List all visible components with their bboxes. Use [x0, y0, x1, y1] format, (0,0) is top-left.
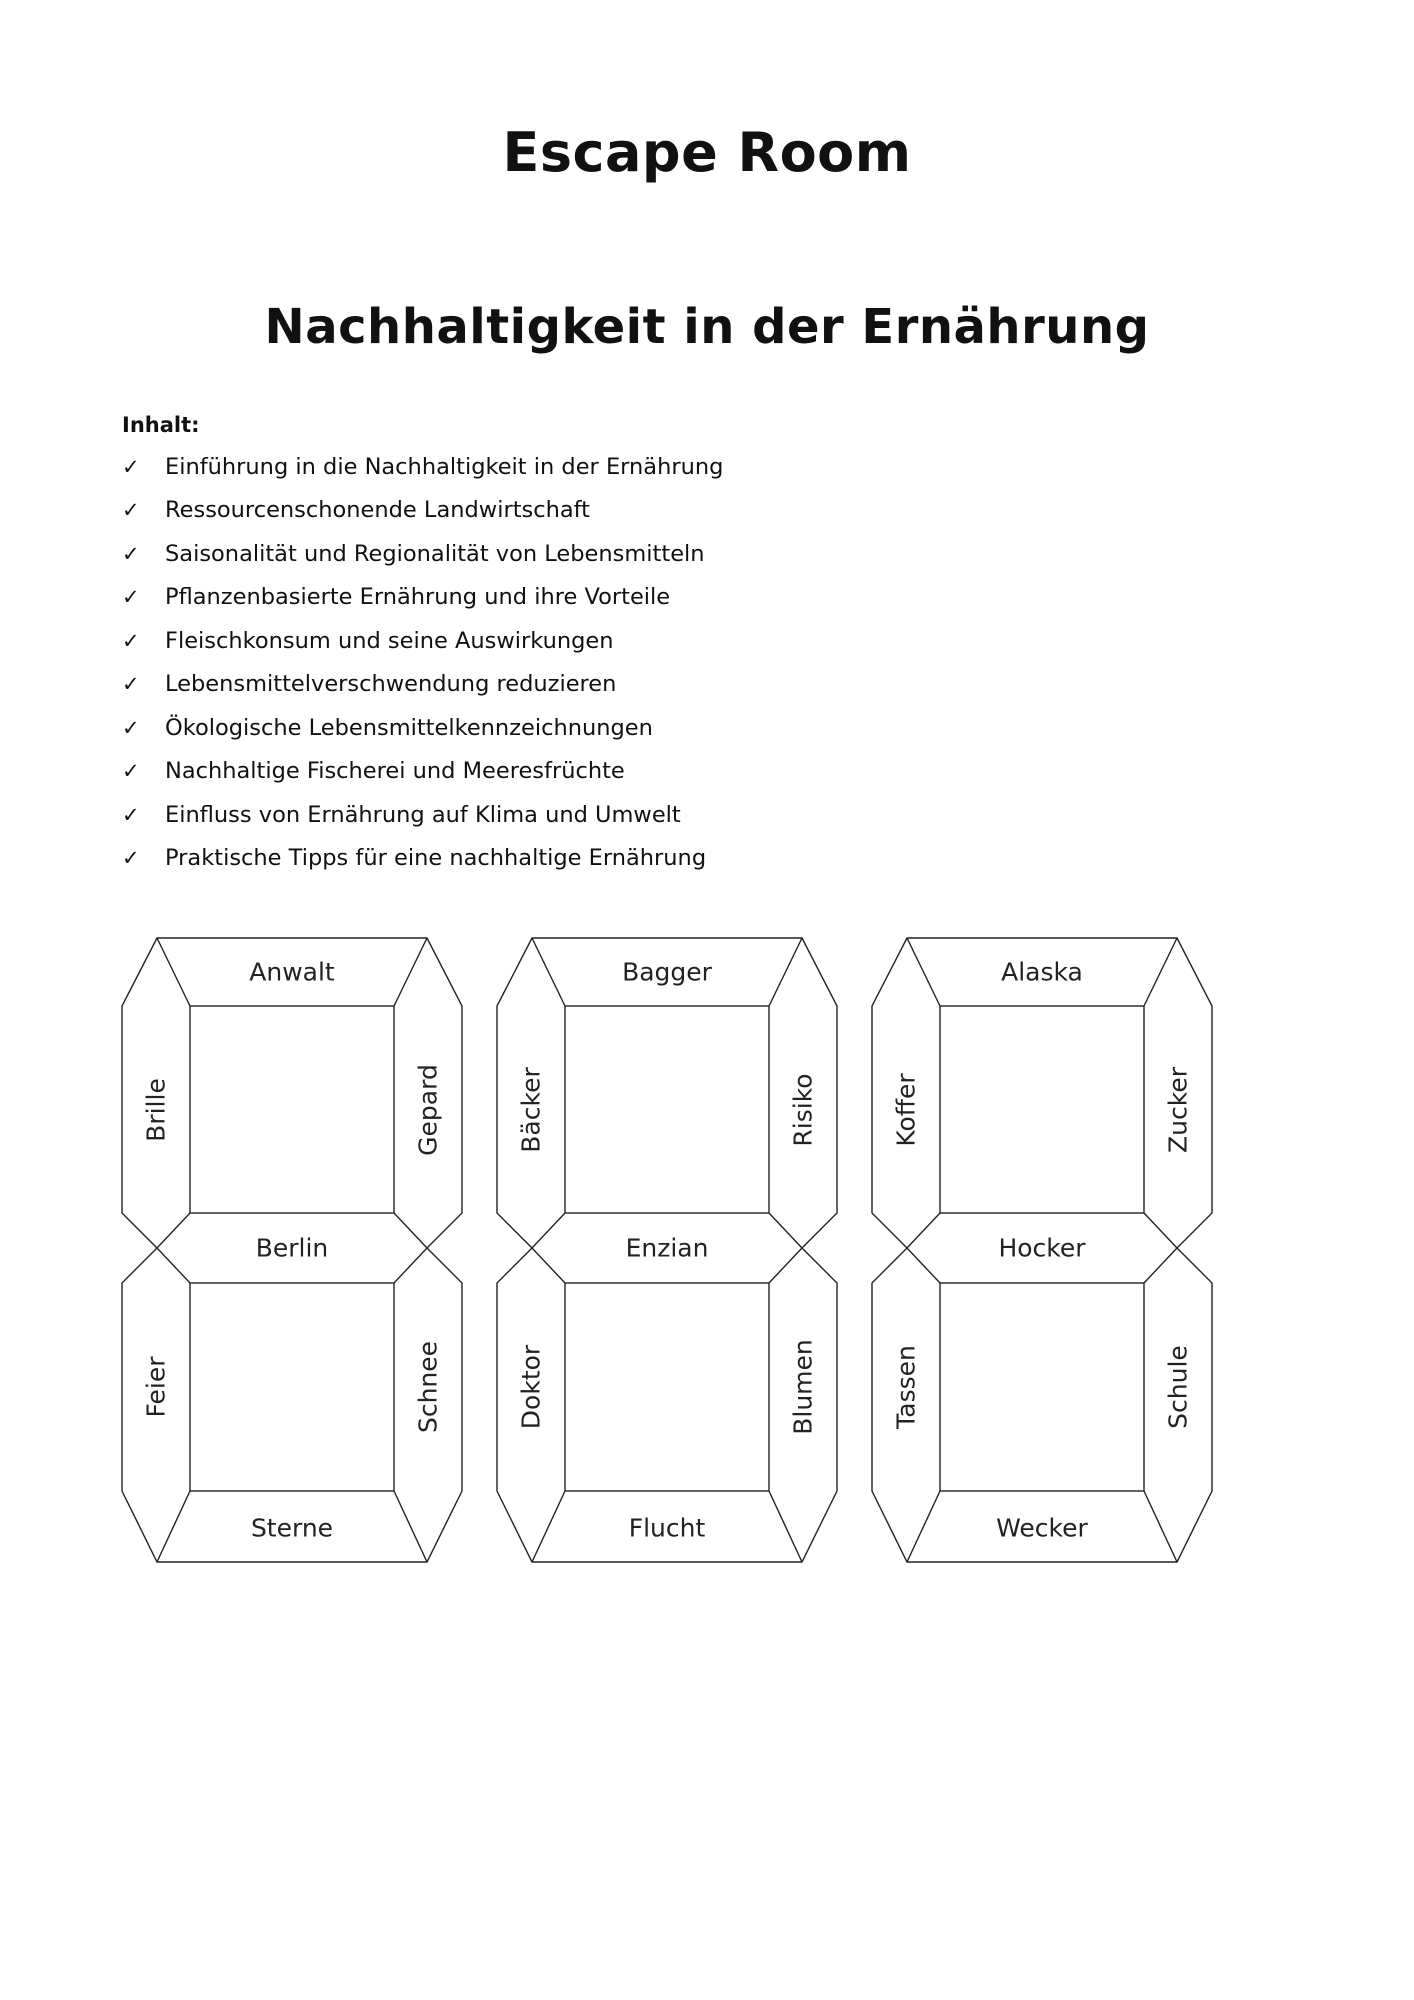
segment-label-upper-right: Zucker [1163, 1067, 1193, 1153]
segment-divider [532, 1491, 565, 1562]
lower-square [940, 1283, 1144, 1491]
contents-heading: Inhalt: [122, 413, 200, 437]
segment-label-lower-left: Tassen [891, 1345, 921, 1429]
segment-label-middle: Berlin [255, 1233, 329, 1263]
segment-label-upper-left: Koffer [891, 1073, 921, 1147]
segment-label-top: Alaska [1001, 957, 1083, 987]
checkmark-icon: ✓ [122, 454, 140, 479]
segment-divider [532, 938, 565, 1006]
contents-item-text: Saisonalität und Regionalität von Lebensmitteln [165, 540, 705, 567]
contents-item-text: Fleischkonsum und seine Auswirkungen [165, 627, 614, 654]
contents-item-text: Pflanzenbasierte Ernährung und ihre Vorteile [165, 584, 671, 611]
checkmark-icon: ✓ [122, 585, 140, 610]
segment-label-middle: Hocker [998, 1233, 1086, 1263]
segment-divider [394, 1248, 427, 1283]
segment-divider [394, 1213, 427, 1248]
segment-divider [532, 1213, 565, 1248]
document-title: Escape Room [502, 121, 912, 184]
segment-divider [532, 1248, 565, 1283]
segment-divider [1144, 1491, 1177, 1562]
segment-label-lower-left: Feier [141, 1356, 171, 1418]
segment-label-bottom: Wecker [996, 1513, 1088, 1543]
digit-puzzle [497, 938, 837, 1562]
segment-label-upper-right: Gepard [413, 1064, 443, 1156]
segment-label-lower-right: Blumen [788, 1339, 818, 1435]
segment-divider [157, 1491, 190, 1562]
segment-divider [769, 1491, 802, 1562]
segment-label-top: Anwalt [249, 957, 335, 987]
segment-label-lower-left: Doktor [516, 1344, 546, 1430]
segment-label-middle: Enzian [625, 1233, 709, 1263]
contents-item-text: Lebensmittelverschwendung reduzieren [165, 671, 617, 698]
segment-divider [769, 938, 802, 1006]
contents-item-text: Praktische Tipps für eine nachhaltige Ernährung [165, 845, 707, 872]
lower-square [190, 1283, 394, 1491]
segment-divider [769, 1248, 802, 1283]
segment-label-lower-right: Schule [1163, 1345, 1193, 1429]
document-subtitle: Nachhaltigkeit in der Ernährung [264, 299, 1150, 355]
digit-puzzle [872, 938, 1212, 1562]
segment-label-upper-left: Brille [141, 1078, 171, 1142]
segment-divider [394, 938, 427, 1006]
checkmark-icon: ✓ [122, 628, 140, 653]
segment-divider [1144, 1213, 1177, 1248]
contents-item-text: Ressourcenschonende Landwirtschaft [165, 497, 591, 524]
segment-divider [157, 938, 190, 1006]
upper-square [565, 1006, 769, 1213]
segment-label-lower-right: Schnee [413, 1340, 443, 1434]
lower-square [565, 1283, 769, 1491]
upper-square [940, 1006, 1144, 1213]
digit-puzzle [122, 938, 462, 1562]
segment-divider [769, 1213, 802, 1248]
segment-divider [394, 1491, 427, 1562]
checkmark-icon: ✓ [122, 846, 140, 871]
checkmark-icon: ✓ [122, 498, 140, 523]
checkmark-icon: ✓ [122, 672, 140, 697]
segment-label-upper-left: Bäcker [516, 1067, 546, 1153]
segment-label-bottom: Sterne [250, 1513, 334, 1543]
upper-square [190, 1006, 394, 1213]
segment-divider [157, 1248, 190, 1283]
segment-divider [907, 1491, 940, 1562]
segment-divider [907, 938, 940, 1006]
segment-divider [907, 1213, 940, 1248]
checkmark-icon: ✓ [122, 541, 140, 566]
segment-label-bottom: Flucht [628, 1513, 706, 1543]
segment-divider [907, 1248, 940, 1283]
checkmark-icon: ✓ [122, 802, 140, 827]
segment-divider [1144, 938, 1177, 1006]
segment-divider [1144, 1248, 1177, 1283]
contents-item-text: Ökologische Lebensmittelkennzeichnungen [165, 714, 653, 741]
contents-item-text: Einführung in die Nachhaltigkeit in der Ernährung [165, 453, 724, 480]
contents-item-text: Einfluss von Ernährung auf Klima und Umwelt [165, 801, 681, 828]
segment-divider [157, 1213, 190, 1248]
segment-label-upper-right: Risiko [788, 1073, 818, 1147]
segment-label-top: Bagger [622, 957, 712, 987]
checkmark-icon: ✓ [122, 715, 140, 740]
checkmark-icon: ✓ [122, 759, 140, 784]
contents-item-text: Nachhaltige Fischerei und Meeresfrüchte [165, 758, 625, 785]
